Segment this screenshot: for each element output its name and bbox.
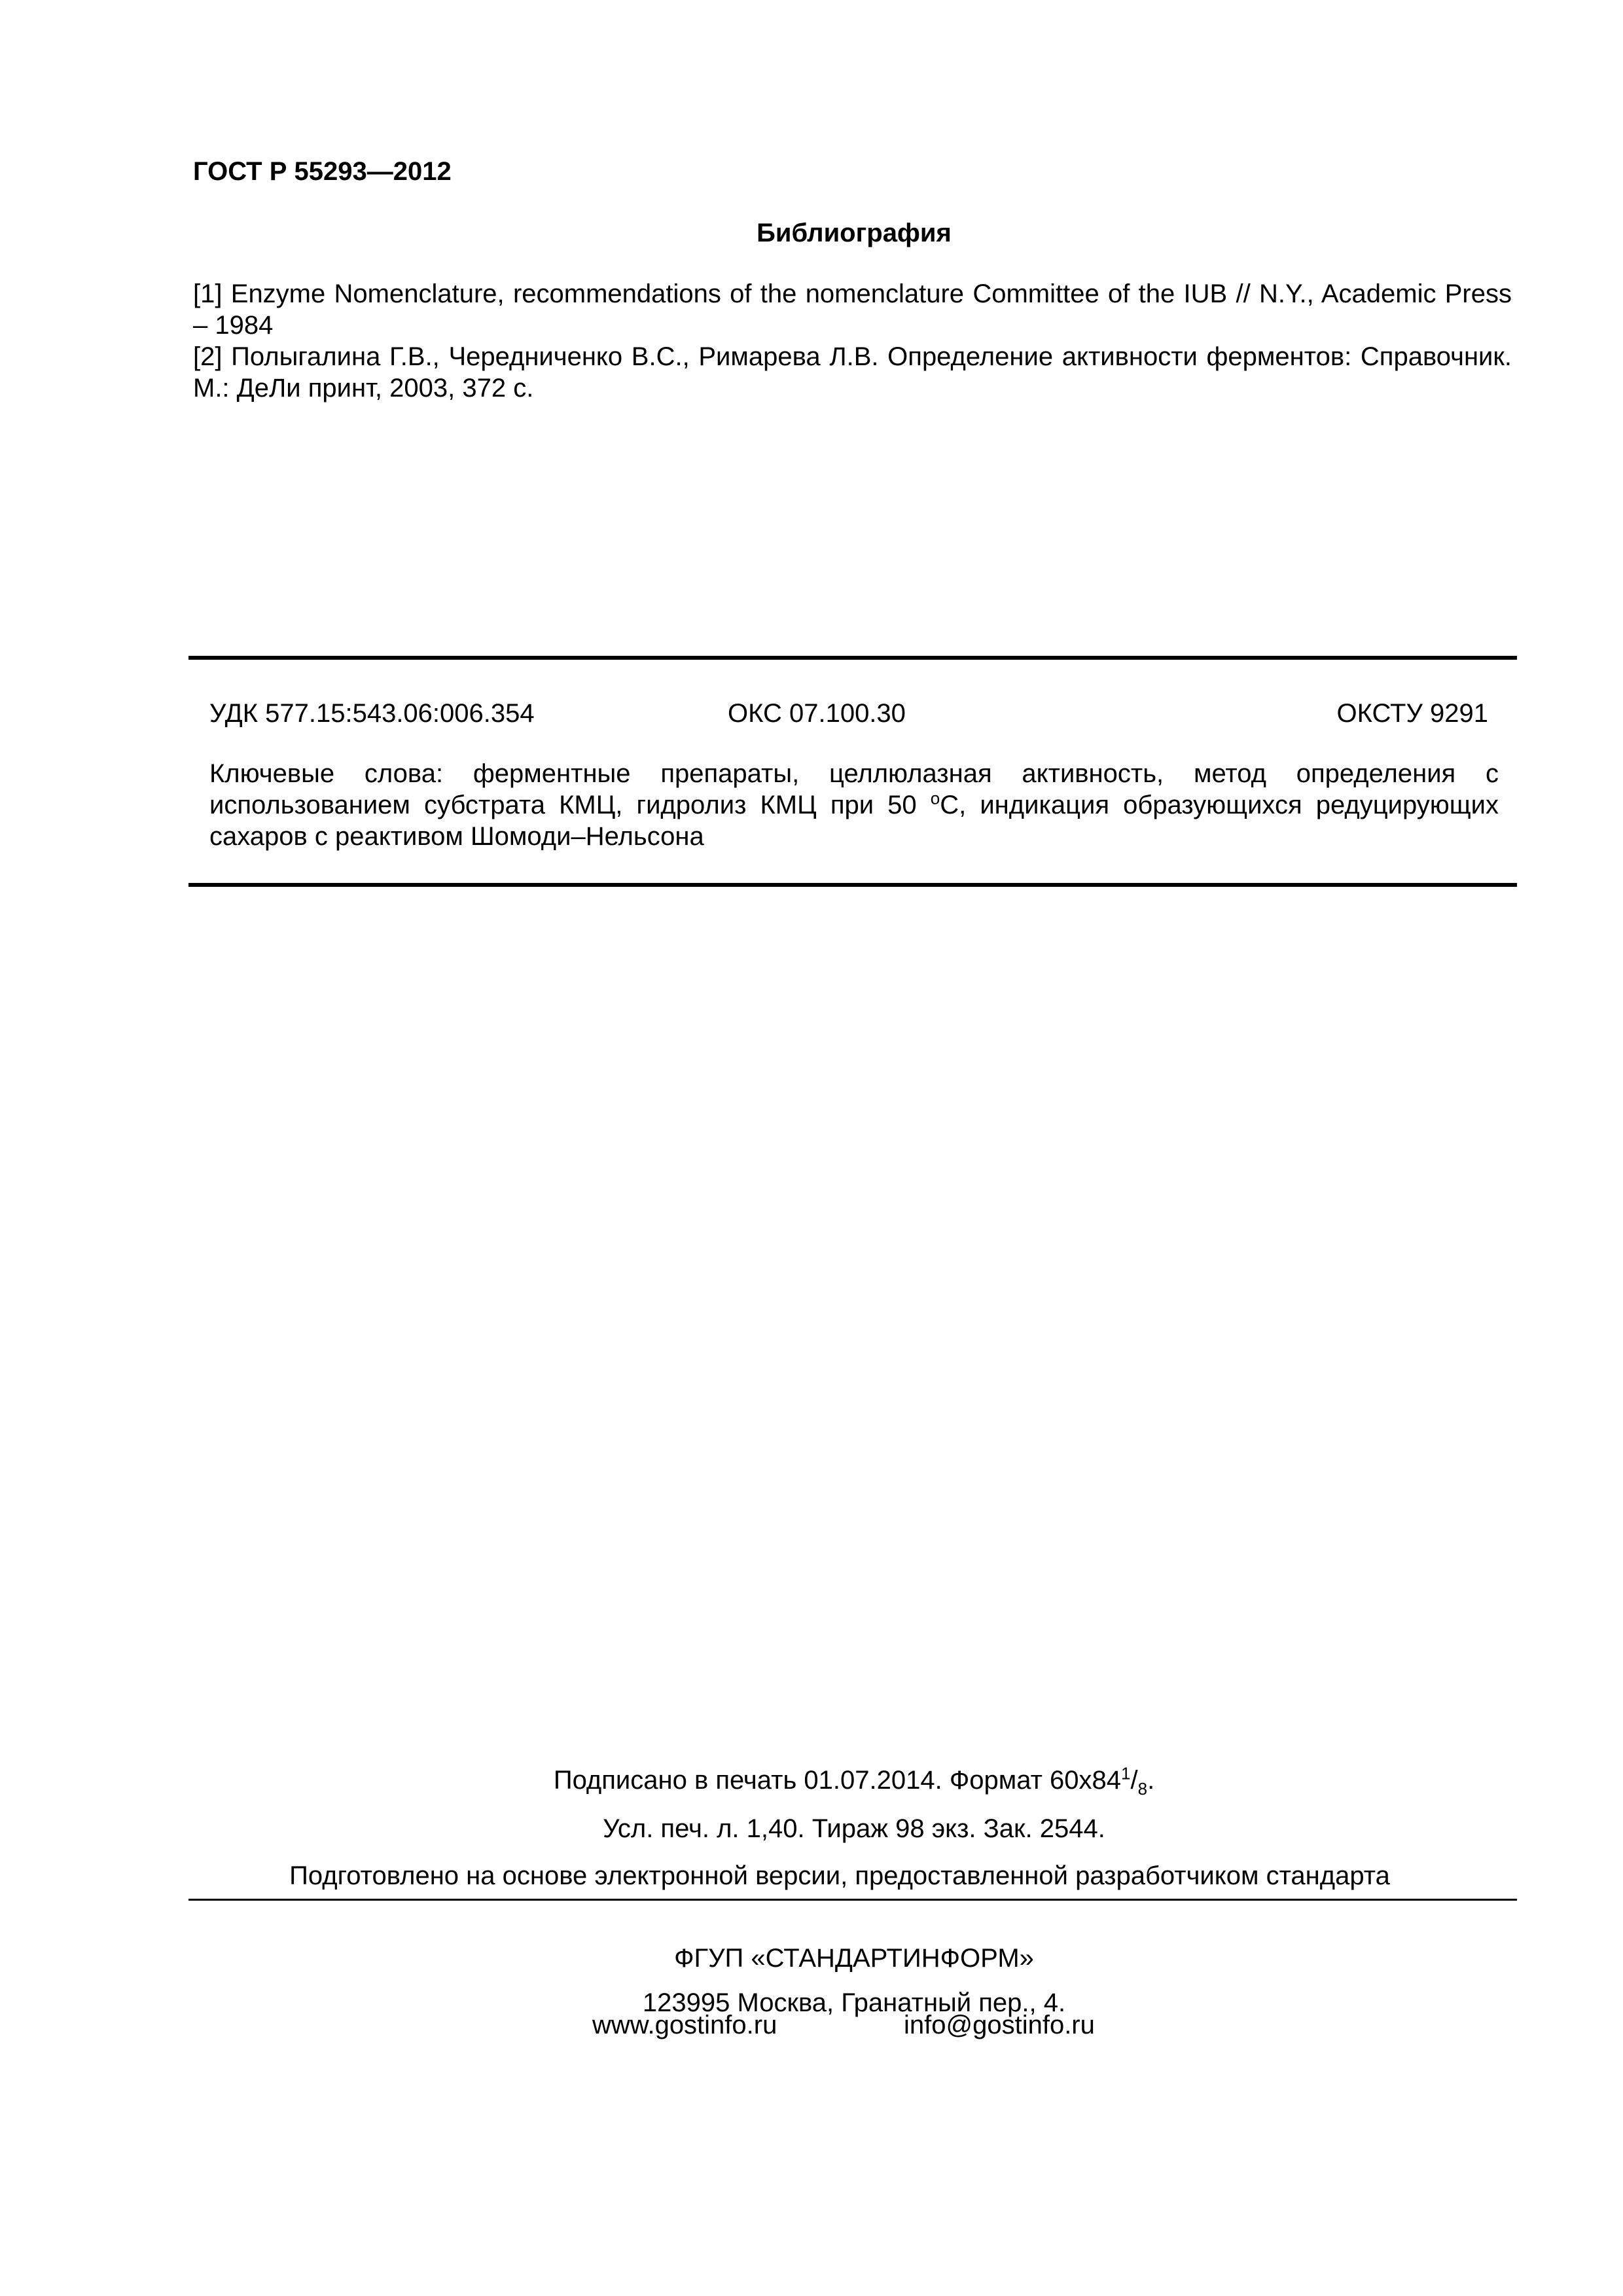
bibliography-entry: [2] Полыгалина Г.В., Чередниченко В.С., Римарева Л.В. Определение активности ферментов: Справочник. М.: ДеЛи принт, 2003, 372 с. <box>193 342 1512 403</box>
format-numerator: 1 <box>1121 1763 1131 1784</box>
keywords <box>209 758 1499 852</box>
signed-line <box>0 1762 1623 1799</box>
format-denominator: 8 <box>1137 1779 1148 1799</box>
website-link[interactable]: www.gostinfo.ru <box>592 2011 777 2039</box>
format-slash: / <box>1130 1766 1138 1795</box>
divider-bottom <box>188 883 1517 887</box>
divider-imprint <box>188 1899 1517 1901</box>
format-period: . <box>1147 1766 1155 1795</box>
bibliography-entry: [1] Enzyme Nomenclature, recommendations of the nomenclature Committee of the IUB // N.Y., Academic Press – 1984 <box>193 279 1512 340</box>
okstu-code: ОКСТУ 9291 <box>1336 699 1488 728</box>
print-info: Усл. печ. л. 1,40. Тираж 98 экз. Зак. 2544. <box>603 1814 1105 1843</box>
degree-sign: o <box>930 788 940 808</box>
email-link[interactable]: info@gostinfo.ru <box>904 2011 1095 2039</box>
publisher-contacts <box>592 2007 1095 2043</box>
bibliography-title: Библиография <box>757 219 952 247</box>
signed-text: Подписано в печать 01.07.2014. Формат 60х84 <box>553 1766 1121 1795</box>
publisher-address: 123995 Москва, Гранатный пер., 4. <box>642 1988 1066 2017</box>
publisher-name: ФГУП «СТАНДАРТИНФОРМ» <box>674 1944 1034 1973</box>
prepared-note: Подготовлено на основе электронной версии, предоставленной разработчиком стандарта <box>289 1861 1390 1890</box>
bibliography-list <box>193 278 1512 404</box>
keywords-text-cont: С, индикация образующихся редуцирующих сахаров с реактивом Шомоди–Нельсона <box>209 791 1499 851</box>
oks-code: ОКС 07.100.30 <box>728 699 906 728</box>
divider-top <box>188 656 1517 660</box>
keywords-text: Ключевые слова: ферментные препараты, целлюлазная активность, метод определения с использованием субстрата КМЦ, гидролиз КМЦ при 50 <box>209 759 1499 819</box>
document-id: ГОСТ Р 55293—2012 <box>193 157 452 186</box>
udk-code: УДК 577.15:543.06:006.354 <box>209 699 535 728</box>
